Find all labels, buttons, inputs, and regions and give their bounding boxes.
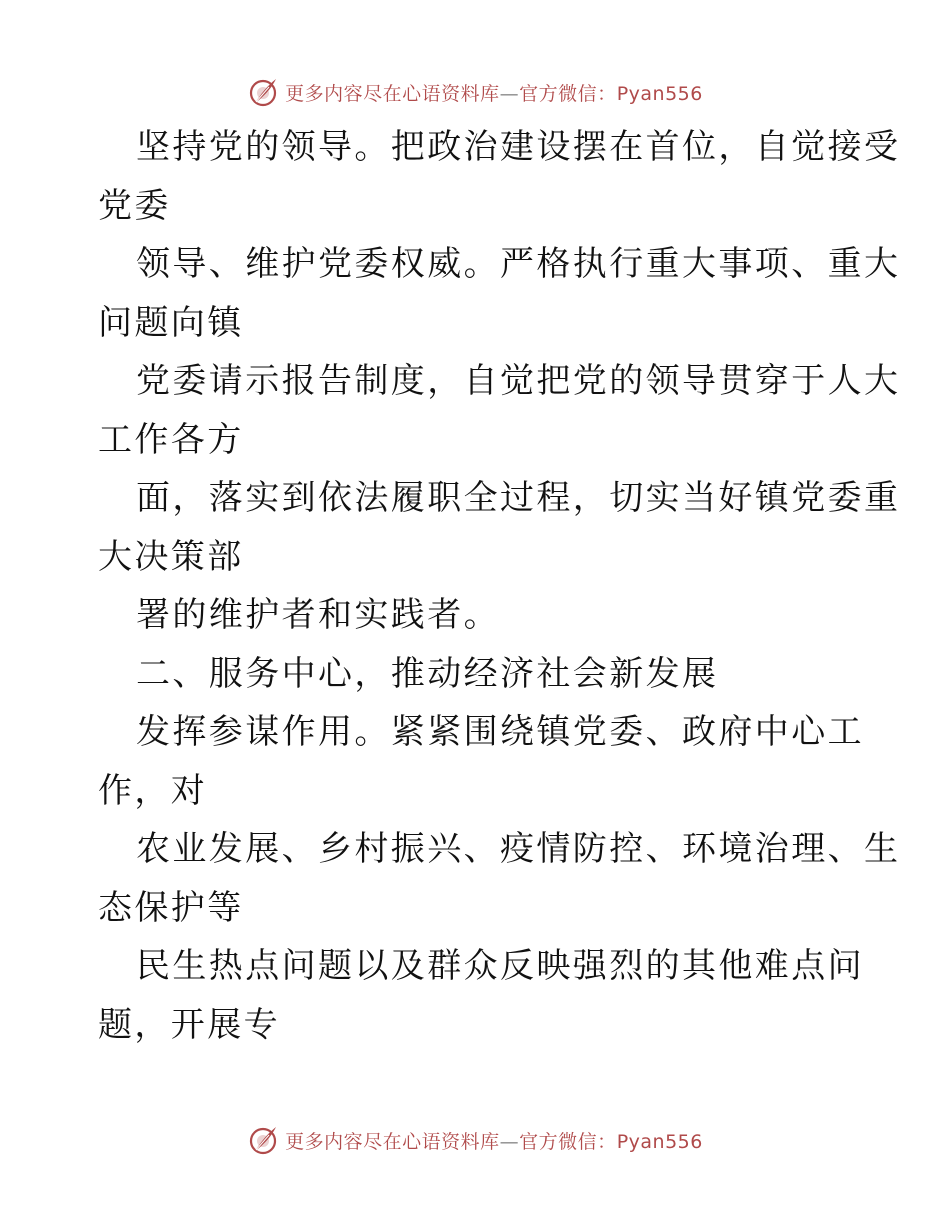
paragraph-line: 工作各方 [98, 419, 244, 460]
feather-pen-circle-icon [247, 76, 279, 108]
paragraph-line: 大决策部 [98, 536, 244, 577]
paragraph-line: 问题向镇 [98, 302, 244, 343]
paragraph-line: 农业发展、乡村振兴、疫情防控、环境治理、生 [136, 829, 901, 869]
paragraph-line: 领导、维护党委权威。严格执行重大事项、重大 [136, 244, 901, 284]
watermark-wechat-id: Pyan556 [616, 1130, 703, 1153]
watermark-dash: — [499, 82, 520, 105]
footer-watermark [0, 1120, 950, 1160]
watermark-text [285, 79, 703, 106]
paragraph-line: 坚持党的领导。把政治建设摆在首位，自觉接受 [136, 127, 901, 167]
watermark-wechat-id: Pyan556 [616, 82, 703, 105]
header-watermark [0, 72, 950, 112]
paragraph-line: 民生热点问题以及群众反映强烈的其他难点问 [136, 946, 864, 986]
feather-pen-circle-icon [247, 1124, 279, 1156]
watermark-dash: — [499, 1130, 520, 1153]
paragraph-line: 署的维护者和实践者。 [136, 595, 500, 635]
paragraph-line: 态保护等 [98, 887, 244, 928]
watermark-wechat-label: 官方微信： [519, 1130, 617, 1153]
paragraph-line: 发挥参谋作用。紧紧围绕镇党委、政府中心工 [136, 712, 864, 752]
paragraph-line: 党委请示报告制度，自觉把党的领导贯穿于人大 [136, 361, 901, 401]
paragraph-line: 作，对 [98, 770, 208, 811]
watermark-main: 更多内容尽在心语资料库 [285, 82, 500, 105]
paragraph-line: 党委 [98, 185, 171, 226]
paragraph-line: 面，落实到依法履职全过程，切实当好镇党委重 [136, 478, 901, 518]
watermark-text [285, 1127, 703, 1154]
paragraph-line: 二、服务中心，推动经济社会新发展 [136, 653, 719, 694]
watermark-wechat-label: 官方微信： [519, 82, 617, 105]
paragraph-line: 题，开展专 [98, 1004, 280, 1045]
document-body [98, 118, 901, 1054]
watermark-main: 更多内容尽在心语资料库 [285, 1130, 500, 1153]
